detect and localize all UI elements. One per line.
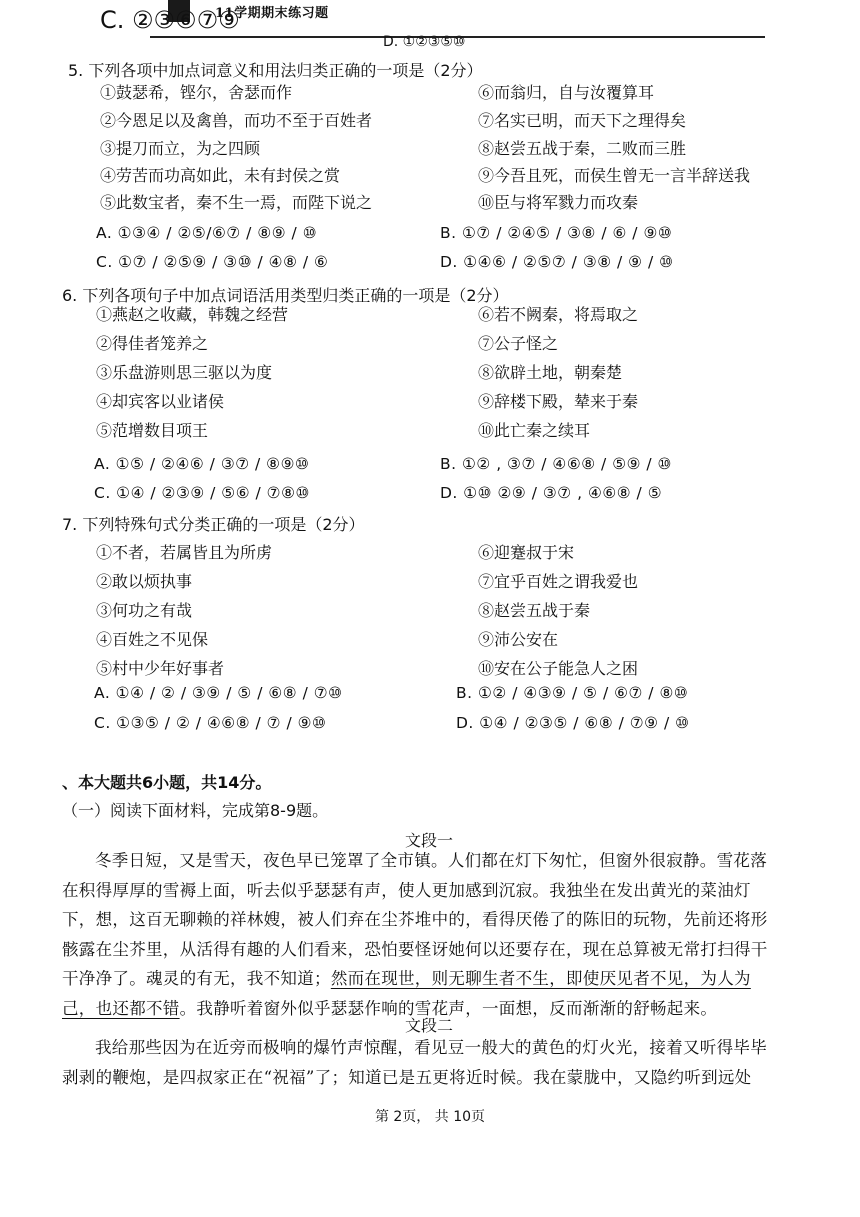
q5-item-6: ⑥而翁归，自与汝覆算耳 xyxy=(478,83,655,102)
q5-item-2: ②今恩足以及禽兽，而功不至于百姓者 xyxy=(100,111,373,130)
q5-option-d[interactable]: D. ①④⑥ / ②⑤⑦ / ③⑧ / ⑨ / ⑩ xyxy=(440,253,674,271)
passage-1-text-a: 冬季日短，又是雪天，夜色早已笼罩了全市镇。人们都在灯下匆忙，但窗外很寂静。雪花落在积得厚厚的雪褥上面，听去似乎瑟瑟有声，使人更加感到沉寂。我独坐在发出黄光的菜油灯下，想，这百无聊赖的祥林嫂，被人们弃在尘芥堆中的，看得厌倦了的陈旧的玩物，先前还将形骸露在尘芥里，从活得有趣的人们看来，恐怕要怪讶她何以还要存在，现在总算被无常打扫得干干净净了。魂灵的有无，我不知道； xyxy=(62,851,768,988)
q6-item-10: ⑩此亡秦之续耳 xyxy=(478,421,591,440)
q5-item-1: ①鼓瑟希，铿尔，舍瑟而作 xyxy=(100,83,293,102)
q6-option-c[interactable]: C. ①④ / ②③⑨ / ⑤⑥ / ⑦⑧⑩ xyxy=(94,484,310,502)
page-number: 第 2页， 共 10页 xyxy=(374,1109,486,1125)
q7-item-4: ④百姓之不见保 xyxy=(96,630,209,649)
q6-option-a[interactable]: A. ①⑤ / ②④⑥ / ③⑦ / ⑧⑨⑩ xyxy=(94,455,310,473)
q5-option-c[interactable]: C. ①⑦ / ②⑤⑨ / ③⑩ / ④⑧ / ⑥ xyxy=(96,253,329,271)
q6-stem: 6. 下列各项句子中加点词语活用类型归类正确的一项是（2分） xyxy=(62,286,509,305)
q7-item-7: ⑦宜乎百姓之谓我爱也 xyxy=(478,572,639,591)
q7-option-a[interactable]: A. ①④ / ② / ③⑨ / ⑤ / ⑥⑧ / ⑦⑩ xyxy=(94,684,343,702)
passage-1-underlined-sentence: 然而在现世，则无聊生者不生，即使厌见者不见，为人为己，也还都不错 xyxy=(62,969,751,1018)
q6-item-5: ⑤范增数目项王 xyxy=(96,421,209,440)
q6-item-1: ①燕赵之收藏，韩魏之经营 xyxy=(96,305,289,324)
q7-item-6: ⑥迎蹇叔于宋 xyxy=(478,543,575,562)
q6-item-2: ②得佳者笼养之 xyxy=(96,334,209,353)
q6-item-7: ⑦公子怪之 xyxy=(478,334,559,353)
q6-option-b[interactable]: B. ①② , ③⑦ / ④⑥⑧ / ⑤⑨ / ⑩ xyxy=(440,455,672,473)
q7-item-9: ⑨沛公安在 xyxy=(478,630,559,649)
q5-item-5: ⑤此数宝者，秦不生一焉，而陛下说之 xyxy=(100,193,373,212)
q7-option-c[interactable]: C. ①③⑤ / ② / ④⑥⑧ / ⑦ / ⑨⑩ xyxy=(94,714,327,732)
q7-item-1: ①不者，若属皆且为所虏 xyxy=(96,543,273,562)
q5-stem: 5. 下列各项中加点词意义和用法归类正确的一项是（2分） xyxy=(68,61,483,80)
q5-item-7: ⑦名实已明，而天下之理得矣 xyxy=(478,111,687,130)
q5-item-9: ⑨今吾且死，而侯生曾无一言半辞送我 xyxy=(478,166,751,185)
q7-item-3: ③何功之有哉 xyxy=(96,601,193,620)
q7-item-10: ⑩安在公子能急人之困 xyxy=(478,659,639,678)
q5-item-3: ③提刀而立，为之四顾 xyxy=(100,139,261,158)
q7-option-d[interactable]: D. ①④ / ②③⑤ / ⑥⑧ / ⑦⑨ / ⑩ xyxy=(456,714,690,732)
section-subheading: （一）阅读下面材料，完成第8-9题。 xyxy=(62,801,329,820)
q7-stem: 7. 下列特殊句式分类正确的一项是（2分） xyxy=(62,515,365,534)
q6-item-8: ⑧欲辟土地，朝秦楚 xyxy=(478,363,623,382)
passage-2-text: 我给那些因为在近旁而极响的爆竹声惊醒，看见豆一般大的黄色的灯火光，接着又听得毕毕剥剥的鞭炮，是四叔家正在“祝福”了；知道已是五更将近时候。我在蒙胧中，又隐约听到远处 xyxy=(62,1038,767,1087)
q5-item-8: ⑧赵尝五战于秦，二败而三胜 xyxy=(478,139,687,158)
q6-option-d[interactable]: D. ①⑩ ②⑨ / ③⑦ , ④⑥⑧ / ⑤ xyxy=(440,484,663,502)
q6-item-3: ③乐盘游则思三驱以为度 xyxy=(96,363,273,382)
q5-item-4: ④劳苦而功高如此，未有封侯之赏 xyxy=(100,166,341,185)
passage-1-text-b: 。我静听着窗外似乎瑟瑟作响的雪花声，一面想，反而渐渐的舒畅起来。 xyxy=(179,998,718,1018)
q7-item-2: ②敢以烦执事 xyxy=(96,572,193,591)
q7-item-5: ⑤村中少年好事者 xyxy=(96,659,225,678)
section-heading: 、本大题共6小题，共14分。 xyxy=(62,773,272,792)
passage-2-title: 文段二 xyxy=(405,1016,454,1035)
exam-title: 11学期期末练习题 xyxy=(215,6,329,21)
q6-item-9: ⑨辞楼下殿，辇来于秦 xyxy=(478,392,639,411)
passage-1-title: 文段一 xyxy=(405,831,454,850)
prev-option-d: D. ①②③⑤⑩ xyxy=(383,34,466,50)
q6-item-4: ④却宾客以业诸侯 xyxy=(96,392,225,411)
q5-option-a[interactable]: A. ①③④ / ②⑤/⑥⑦ / ⑧⑨ / ⑩ xyxy=(96,224,318,242)
q5-item-10: ⑩臣与将军戮力而攻秦 xyxy=(478,193,639,212)
q7-option-b[interactable]: B. ①② / ④③⑨ / ⑤ / ⑥⑦ / ⑧⑩ xyxy=(456,684,689,702)
q6-item-6: ⑥若不阙秦，将焉取之 xyxy=(478,305,639,324)
q7-item-8: ⑧赵尝五战于秦 xyxy=(478,601,591,620)
passage-1-text xyxy=(62,846,770,1023)
q5-option-b[interactable]: B. ①⑦ / ②④⑤ / ③⑧ / ⑥ / ⑨⑩ xyxy=(440,224,673,242)
prev-option-c: C. ②③⑥⑦⑨ xyxy=(100,6,240,34)
